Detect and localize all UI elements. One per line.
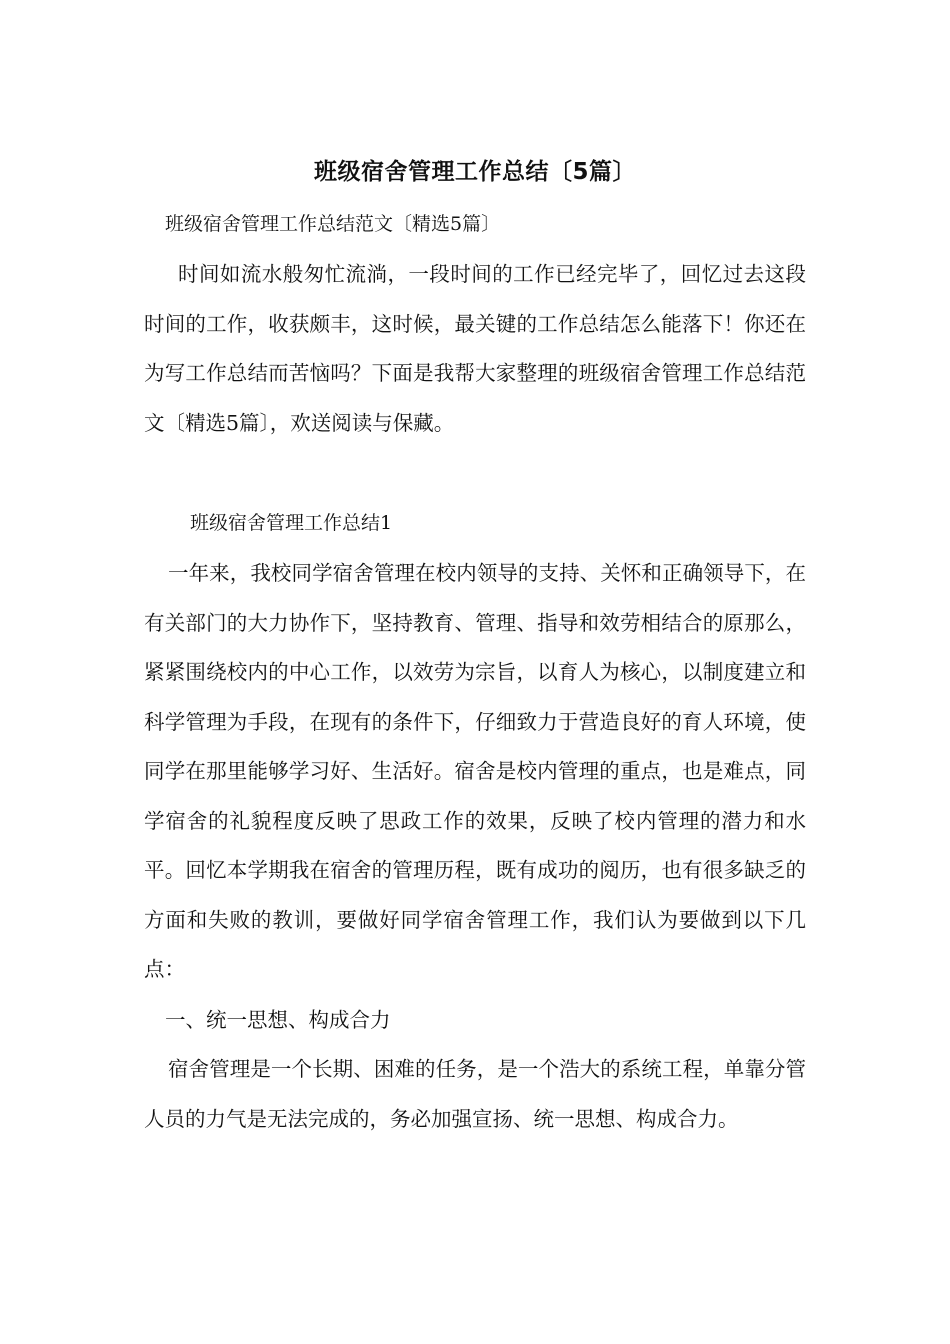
subsection-heading: 一、统一思想、构成合力: [165, 1008, 391, 1032]
body-paragraph-2: 宿舍管理是一个长期、困难的任务，是一个浩大的系统工程，单靠分管人员的力气是无法完成的，务必加强宣扬、统一思想、构成合力。: [144, 1057, 806, 1131]
intro-paragraph: 时间如流水般匆忙流淌，一段时间的工作已经完毕了，回忆过去这段时间的工作，收获颇丰，这时候，最关键的工作总结怎么能落下！你还在为写工作总结而苦恼吗？下面是我帮大家整理的班级宿舍管理工作总结范文〔精选5篇〕，欢送阅读与保藏。: [144, 262, 806, 435]
section-heading: 班级宿舍管理工作总结1: [190, 512, 393, 534]
body-paragraph-1: 一年来，我校同学宿舍管理在校内领导的支持、关怀和正确领导下，在有关部门的大力协作下，坚持教育、管理、指导和效劳相结合的原那么，紧紧围绕校内的中心工作，以效劳为宗旨，以育人为核心，以制度建立和科学管理为手段，在现有的条件下，仔细致力于营造良好的育人环境，使同学在那里能够学习好、生活好。宿舍是校内管理的重点，也是难点，同学宿舍的礼貌程度反映了思政工作的效果，反映了校内管理的潜力和水平。回忆本学期我在宿舍的管理历程，既有成功的阅历，也有很多缺乏的方面和失败的教训，要做好同学宿舍管理工作，我们认为要做到以下几点：: [144, 561, 806, 981]
document-subtitle: 班级宿舍管理工作总结范文〔精选5篇〕: [165, 213, 501, 235]
document-title: 班级宿舍管理工作总结〔5篇〕: [313, 159, 636, 185]
